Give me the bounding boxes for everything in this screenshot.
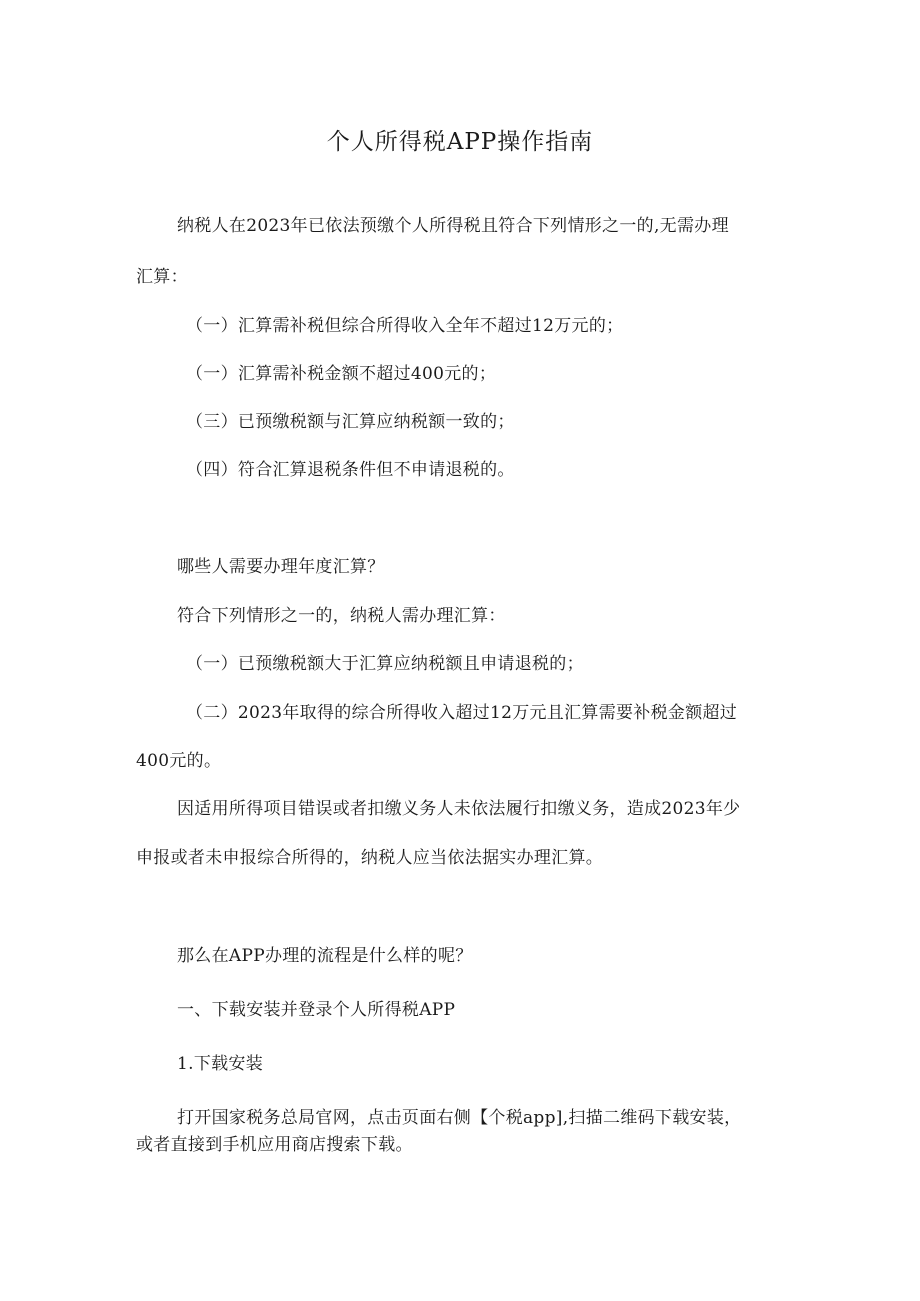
no-filing-case-3: （三）已预缴税额与汇算应纳税额一致的； — [186, 412, 515, 432]
who-intro: 符合下列情形之一的，纳税人需办理汇算： — [177, 606, 506, 626]
filing-case-2-line-2: 400元的。 — [136, 751, 222, 771]
who-heading: 哪些人需要办理年度汇算？ — [177, 557, 385, 577]
download-paragraph-line-2: 或者直接到手机应用商店搜索下载。 — [136, 1135, 413, 1155]
no-filing-case-4: （四）符合汇算退税条件但不申请退税的。 — [186, 460, 515, 480]
filing-case-1: （一）已预缴税额大于汇算应纳税额且申请退税的； — [186, 654, 584, 674]
download-paragraph-line-1: 打开国家税务总局官网，点击页面右侧【个税app],扫描二维码下载安装， — [177, 1108, 742, 1128]
subsection-1-heading: 1.下载安装 — [177, 1054, 264, 1074]
no-filing-case-1: （一）汇算需补税但综合所得收入全年不超过12万元的； — [186, 316, 624, 336]
error-paragraph-line-1: 因适用所得项目错误或者扣缴义务人未依法履行扣缴义务，造成2023年少 — [177, 799, 741, 819]
filing-case-2-line-1: （二）2023年取得的综合所得收入超过12万元且汇算需要补税金额超过 — [186, 703, 738, 723]
no-filing-case-2: （一）汇算需补税金额不超过400元的； — [186, 364, 497, 384]
intro-line-2: 汇算： — [136, 267, 188, 287]
process-question: 那么在APP办理的流程是什么样的呢？ — [177, 946, 473, 966]
section-1-heading: 一、下载安装并登录个人所得税APP — [177, 1000, 456, 1020]
intro-line-1: 纳税人在2023年已依法预缴个人所得税且符合下列情形之一的,无需办理 — [177, 216, 729, 236]
document-title: 个人所得税APP操作指南 — [326, 129, 594, 155]
error-paragraph-line-2: 申报或者未申报综合所得的，纳税人应当依法据实办理汇算。 — [136, 848, 604, 868]
